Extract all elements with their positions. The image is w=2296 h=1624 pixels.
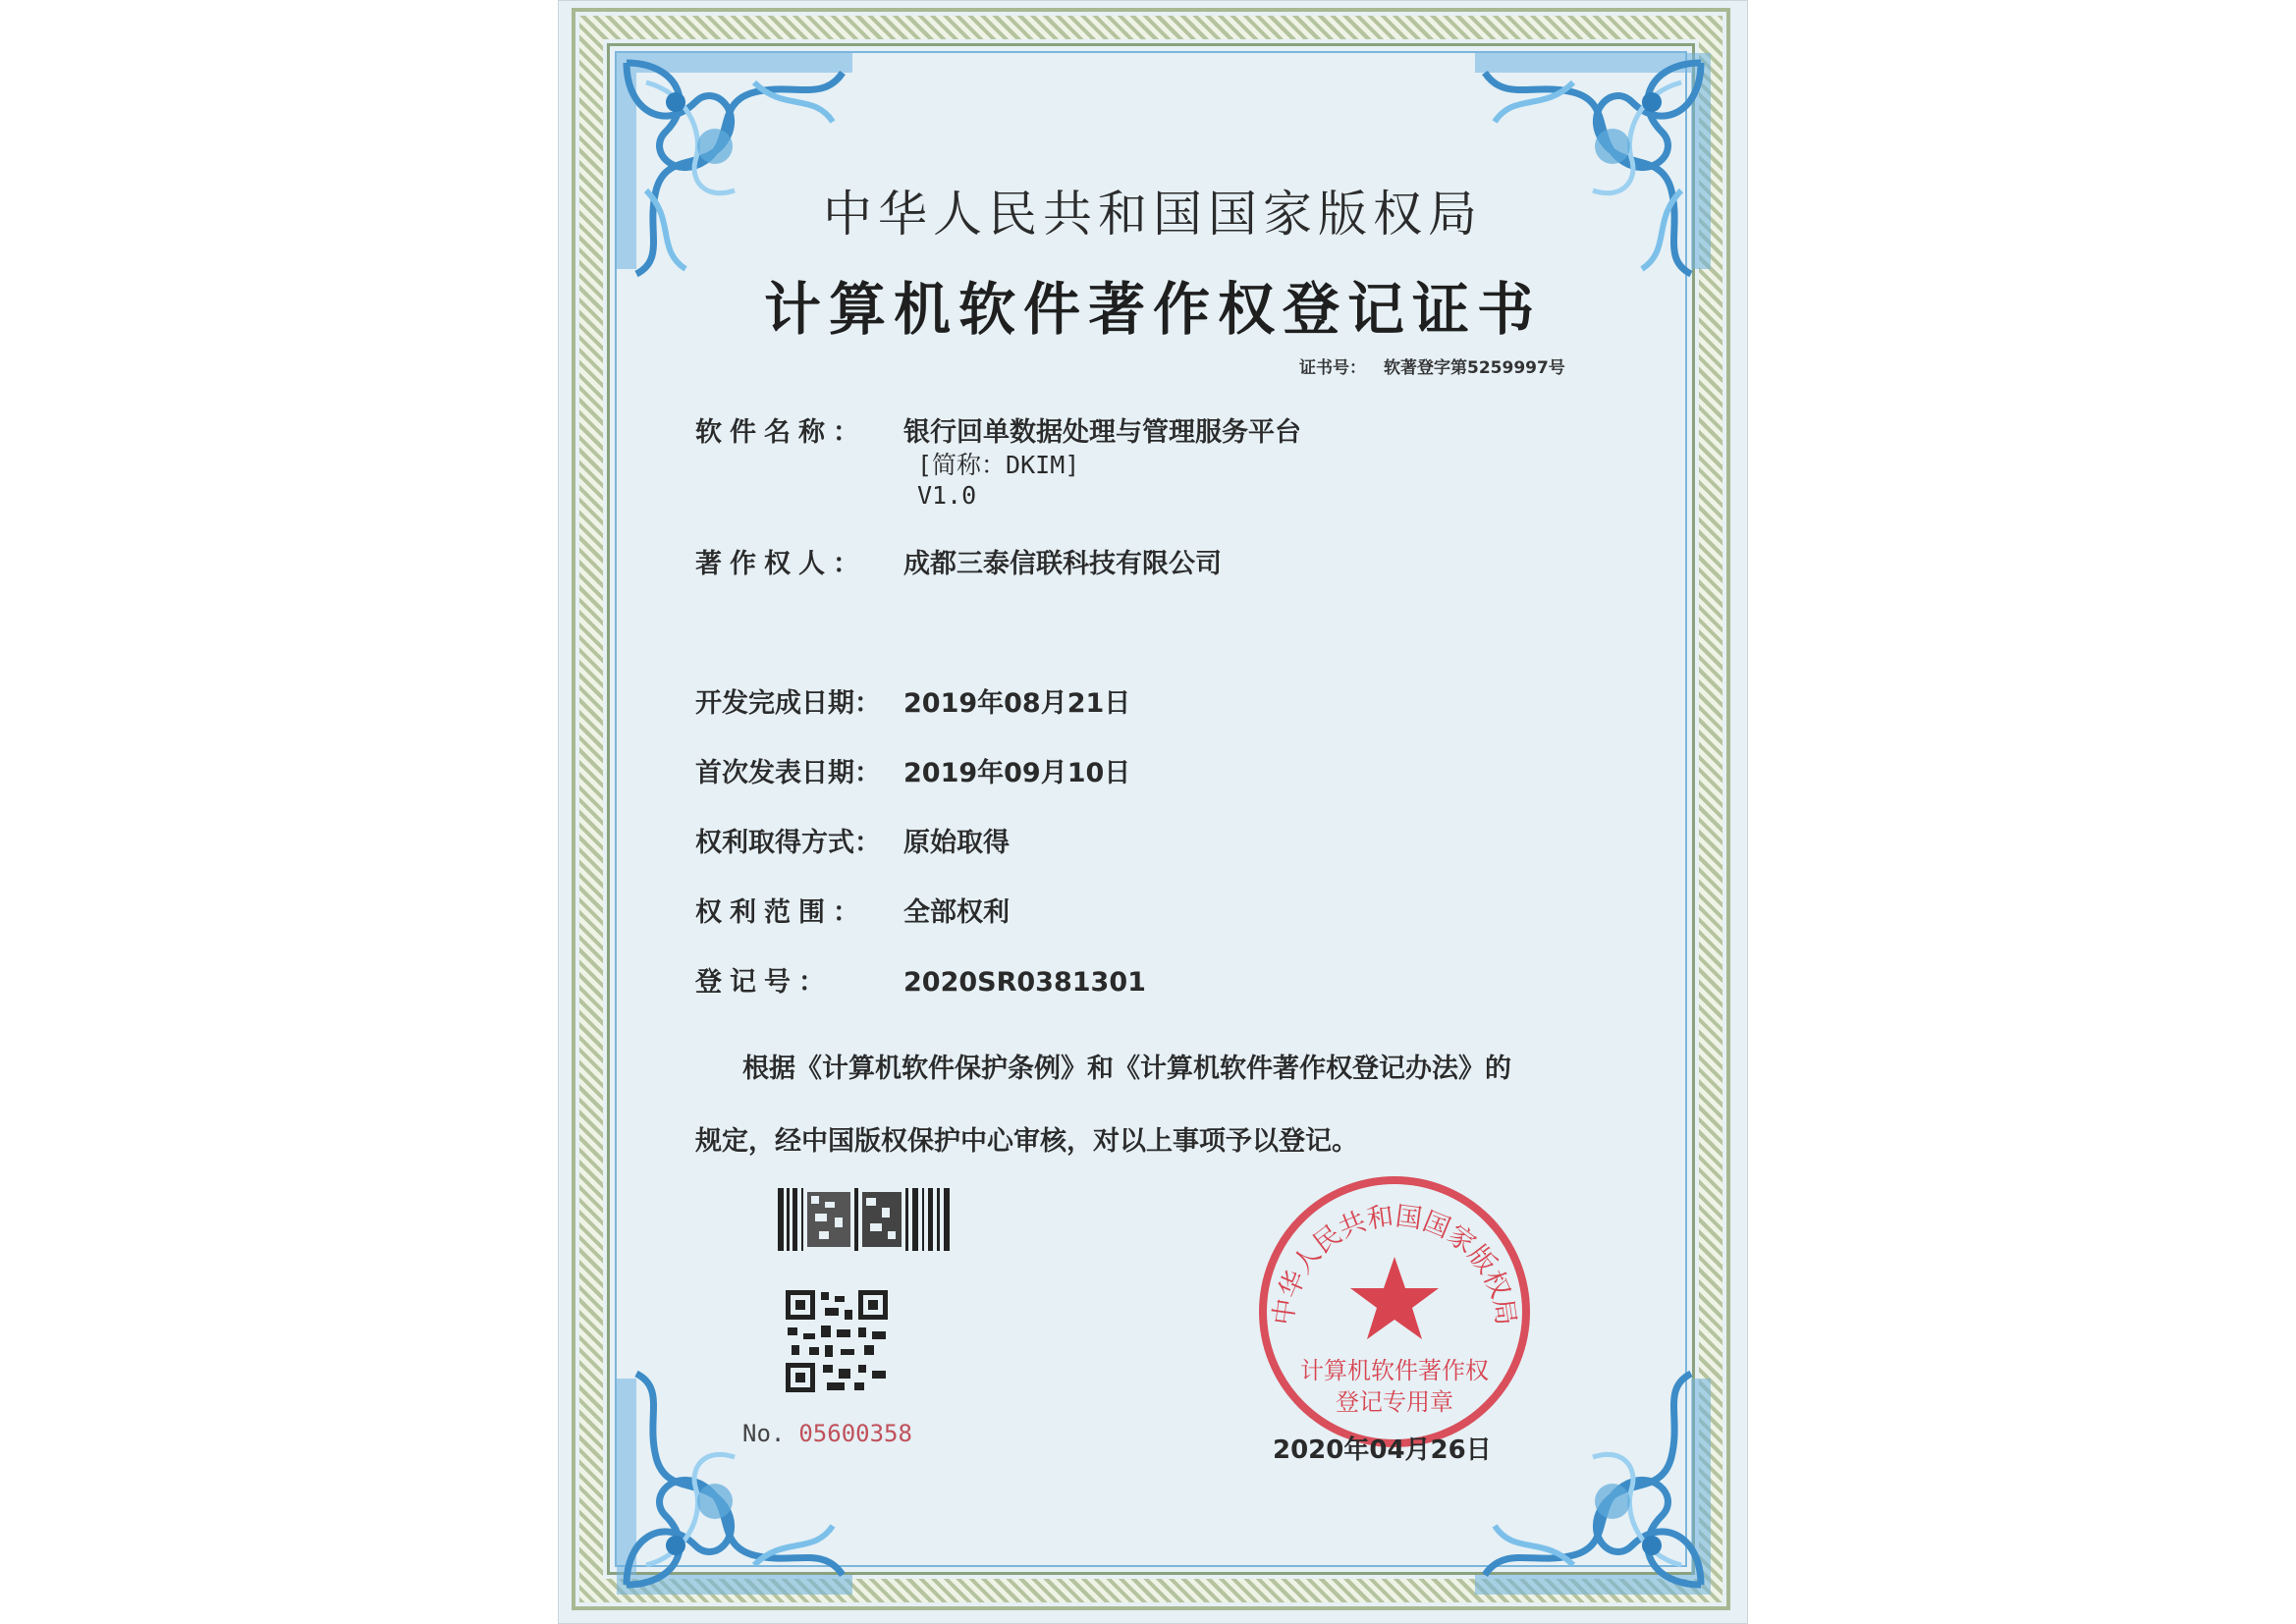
- seal-ring-text: 中华人民共和国国家版权局: [1268, 1201, 1521, 1327]
- certificate: [558, 0, 1748, 1624]
- corner-ornament-icon: [607, 1369, 862, 1604]
- owner-value: 成都三泰信联科技有限公司: [903, 549, 1222, 579]
- acquisition-label: 权利取得方式：: [695, 828, 881, 858]
- field-acquisition: [695, 821, 1010, 859]
- certificate-number-label: 证书号：: [1299, 358, 1366, 378]
- certificate-title: 计算机软件著作权登记证书: [763, 276, 1542, 343]
- registration-number-label: 登记号：: [695, 967, 833, 998]
- publish-date-label: 首次发表日期：: [695, 758, 881, 788]
- software-short-name: [简称：DKIM]: [917, 451, 1080, 479]
- field-dev-date: [695, 681, 1130, 720]
- scope-label: 权利范围：: [695, 897, 867, 928]
- field-scope: [695, 891, 1010, 929]
- registration-number-value: 2020SR0381301: [903, 967, 1146, 998]
- barcode-icon: [778, 1188, 951, 1257]
- software-version: V1.0: [917, 481, 977, 510]
- owner-label: 著作权人：: [695, 549, 867, 579]
- software-name-value: 银行回单数据处理与管理服务平台: [903, 417, 1301, 448]
- serial-label: No.: [742, 1420, 786, 1447]
- serial-number: [742, 1420, 912, 1447]
- serial-value: 05600358: [798, 1420, 912, 1447]
- acquisition-value: 原始取得: [903, 828, 1010, 858]
- issue-date: 2020年04月26日: [1273, 1435, 1492, 1465]
- seal-line-1: 计算机软件著作权: [1300, 1357, 1489, 1384]
- publish-date-value: 2019年09月10日: [903, 758, 1131, 788]
- field-registration-number: [695, 960, 1146, 999]
- field-publish-date: [695, 751, 1130, 789]
- dev-date-value: 2019年08月21日: [903, 688, 1131, 719]
- statement-line-2: 规定，经中国版权保护中心审核，对以上事项予以登记。: [695, 1126, 1358, 1157]
- official-seal-icon: [1253, 1170, 1536, 1453]
- scope-value: 全部权利: [903, 897, 1010, 928]
- issuing-authority: 中华人民共和国国家版权局: [823, 186, 1483, 243]
- certificate-number-value: 软著登字第5259997号: [1384, 358, 1565, 378]
- field-software-name: [695, 410, 1301, 449]
- certificate-number: [1299, 353, 1565, 378]
- dev-date-label: 开发完成日期：: [695, 688, 881, 719]
- qr-code-icon: [786, 1290, 888, 1392]
- seal-line-2: 登记专用章: [1336, 1388, 1453, 1416]
- field-owner: [695, 542, 1222, 580]
- software-name-label: 软件名称：: [695, 417, 867, 448]
- statement-line-1: 根据《计算机软件保护条例》和《计算机软件著作权登记办法》的: [742, 1054, 1511, 1084]
